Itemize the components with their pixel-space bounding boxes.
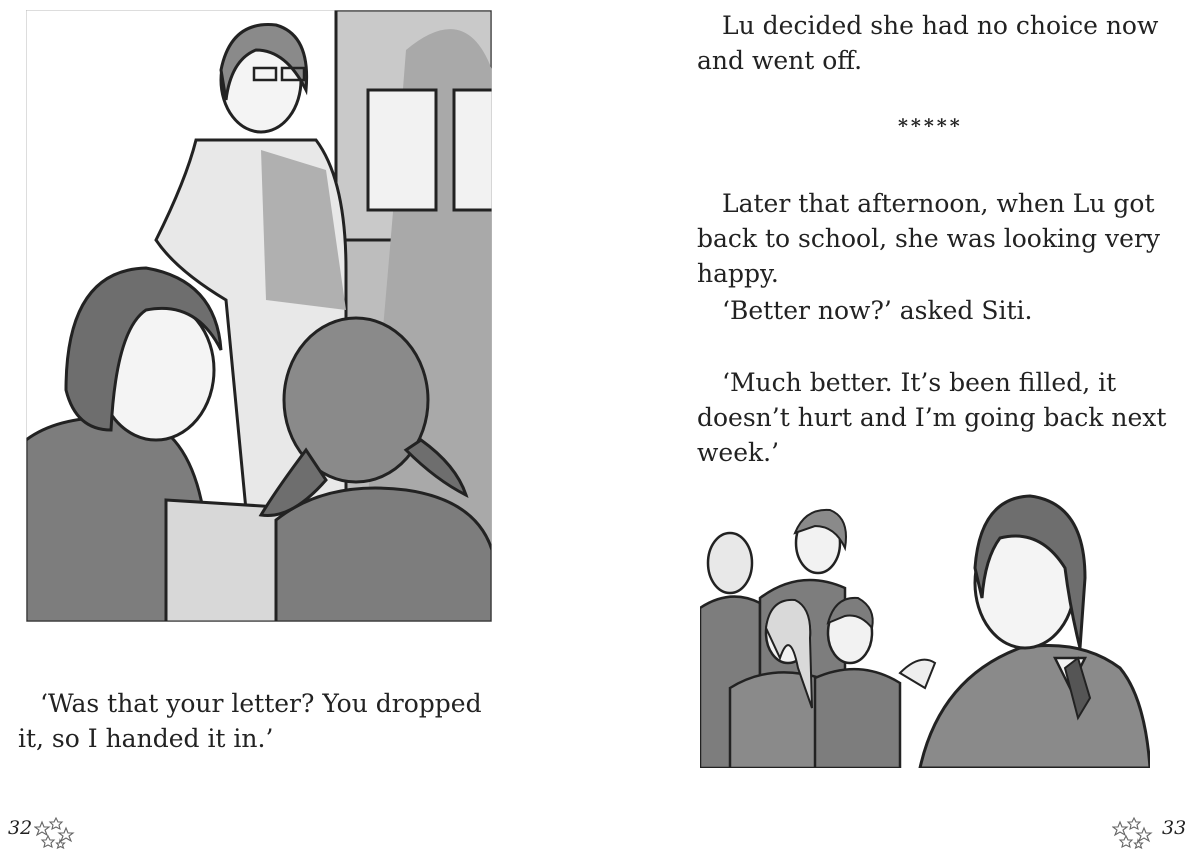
paragraph-1: Lu decided she had no choice now and went off.	[697, 11, 1159, 75]
page-number-right: 33	[1162, 817, 1187, 839]
paragraph-3: ‘Better now?’ asked Siti.	[722, 296, 1033, 325]
section-break: *****	[898, 115, 963, 137]
stars-icon	[34, 814, 80, 854]
page-number-left: 32	[8, 817, 33, 839]
stars-icon	[1112, 814, 1158, 854]
students-illustration-art	[700, 488, 1150, 768]
classroom-illustration-art	[26, 10, 492, 622]
right-page	[600, 0, 1200, 861]
paragraph-2: Later that afternoon, when Lu got back to school, she was looking very happy.	[697, 189, 1161, 288]
dialogue-text: ‘Was that your letter? You dropped it, so I handed it in.’	[18, 689, 482, 753]
students-illustration	[700, 488, 1150, 768]
paragraph-4: ‘Much better. It’s been filled, it doesn’t hurt and I’m going back next week.’	[697, 368, 1167, 467]
classroom-illustration	[26, 10, 492, 622]
